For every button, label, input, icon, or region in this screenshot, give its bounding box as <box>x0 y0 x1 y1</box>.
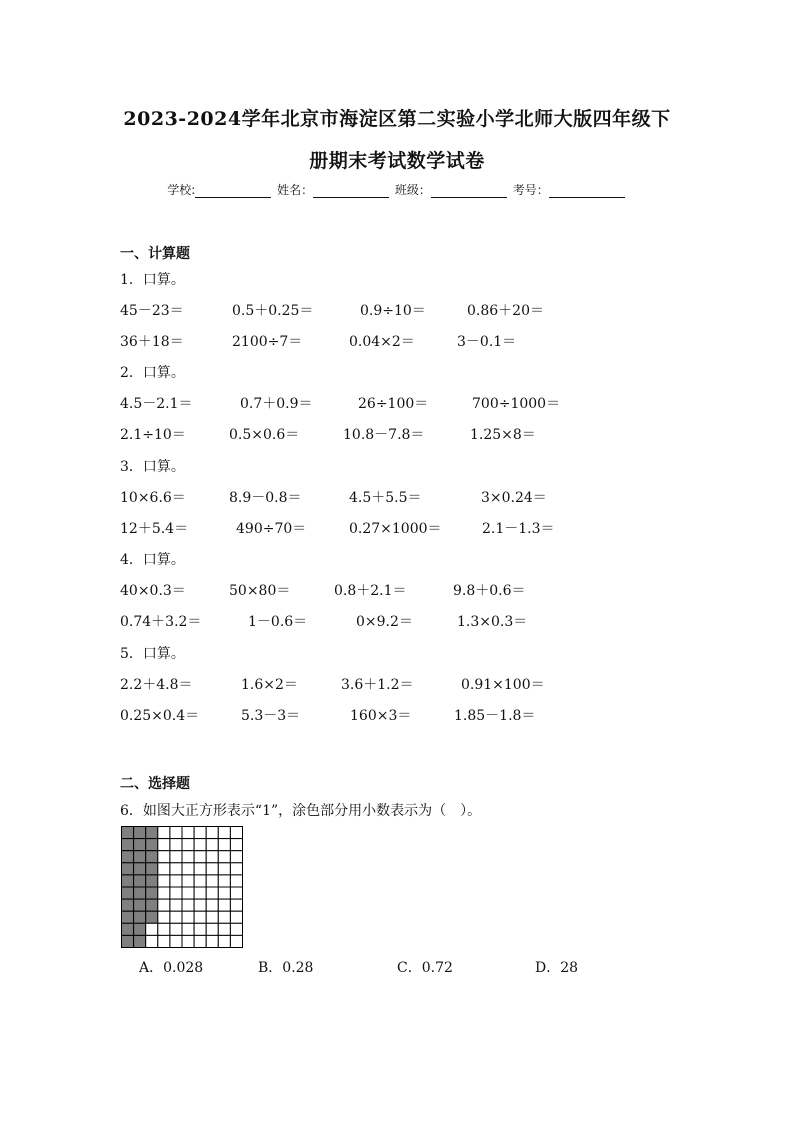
grid-cell <box>158 863 170 875</box>
grid-cell <box>170 899 182 911</box>
oral-calc-item: 3×0.24＝ <box>481 490 547 506</box>
grid-cell <box>218 863 230 875</box>
grid-cell <box>158 851 170 863</box>
grid-cell <box>170 911 182 923</box>
section-choice-title: 二、选择题 <box>120 776 190 792</box>
grid-cell <box>194 851 206 863</box>
grid-cell-shaded <box>146 875 158 887</box>
grid-cell-shaded <box>134 851 146 863</box>
question-2-title: 2．口算。 <box>120 365 185 381</box>
grid-cell <box>158 839 170 851</box>
grid-cell <box>158 827 170 839</box>
oral-calc-item: 5.3－3＝ <box>241 708 301 724</box>
grid-cell <box>182 851 194 863</box>
grid-cell <box>182 899 194 911</box>
grid-cell <box>206 851 218 863</box>
grid-cell <box>182 887 194 899</box>
grid-cell <box>158 923 170 935</box>
option-a[interactable]: A．0.028 <box>139 960 204 976</box>
grid-cell-shaded <box>134 875 146 887</box>
oral-calc-item: 0.86＋20＝ <box>467 303 544 319</box>
oral-calc-item: 700÷1000＝ <box>472 396 561 412</box>
oral-calc-item: 50×80＝ <box>229 583 291 599</box>
oral-calc-item: 2.1÷10＝ <box>120 427 186 443</box>
oral-calc-item: 12＋5.4＝ <box>120 521 189 537</box>
grid-cell <box>158 911 170 923</box>
grid-cell <box>182 923 194 935</box>
grid-cell <box>170 875 182 887</box>
section-calculation-title: 一、计算题 <box>120 246 190 262</box>
grid-cell-shaded <box>134 899 146 911</box>
oral-calc-item: 3.6＋1.2＝ <box>341 677 414 693</box>
oral-calc-item: 0.25×0.4＝ <box>120 708 200 724</box>
grid-cell <box>194 875 206 887</box>
grid-cell <box>194 911 206 923</box>
grid-cell <box>170 839 182 851</box>
grid-cell <box>230 923 242 935</box>
oral-calc-item: 0.9÷10＝ <box>360 303 426 319</box>
grid-cell <box>182 935 194 947</box>
grid-cell-shaded <box>134 827 146 839</box>
grid-cell <box>194 827 206 839</box>
grid-cell <box>182 911 194 923</box>
option-c[interactable]: C．0.72 <box>397 960 453 976</box>
grid-cell-shaded <box>134 863 146 875</box>
decimal-grid-figure <box>121 826 245 948</box>
exam-title-line1: 2023-2024学年北京市海淀区第二实验小学北师大版四年级下 <box>123 108 671 130</box>
grid-cell <box>218 827 230 839</box>
grid-cell <box>218 935 230 947</box>
question-6-text: 6．如图大正方形表示“1”，涂色部分用小数表示为（ ）。 <box>120 803 482 819</box>
grid-cell <box>218 887 230 899</box>
grid-cell-shaded <box>134 935 146 947</box>
grid-cell <box>230 839 242 851</box>
grid-cell-shaded <box>122 899 134 911</box>
oral-calc-item: 4.5－2.1＝ <box>120 396 193 412</box>
oral-calc-item: 10×6.6＝ <box>120 490 186 506</box>
grid-cell <box>182 827 194 839</box>
oral-calc-item: 9.8＋0.6＝ <box>453 583 526 599</box>
grid-cell <box>194 863 206 875</box>
grid-cell <box>182 839 194 851</box>
name-blank[interactable] <box>313 184 389 198</box>
oral-calc-item: 0×9.2＝ <box>356 614 413 630</box>
grid-cell <box>170 827 182 839</box>
name-label: 姓名： <box>277 183 314 197</box>
oral-calc-item: 0.91×100＝ <box>461 677 545 693</box>
grid-cell <box>194 887 206 899</box>
oral-calc-item: 36＋18＝ <box>120 334 184 350</box>
grid-cell-shaded <box>134 911 146 923</box>
grid-cell <box>218 911 230 923</box>
grid-cell-shaded <box>134 839 146 851</box>
oral-calc-item: 0.04×2＝ <box>349 334 415 350</box>
grid-cell <box>230 887 242 899</box>
grid-cell <box>146 935 158 947</box>
grid-cell <box>230 875 242 887</box>
grid-cell <box>230 935 242 947</box>
grid-cell <box>146 923 158 935</box>
grid-cell <box>194 923 206 935</box>
grid-cell-shaded <box>146 911 158 923</box>
grid-cell <box>170 935 182 947</box>
grid-cell <box>194 839 206 851</box>
grid-cell <box>170 863 182 875</box>
question-4-title: 4．口算。 <box>120 552 185 568</box>
question-5-title: 5．口算。 <box>120 646 185 662</box>
grid-cell-shaded <box>122 863 134 875</box>
grid-cell-shaded <box>146 887 158 899</box>
grid-cell <box>158 887 170 899</box>
grid-cell-shaded <box>134 923 146 935</box>
option-b[interactable]: B．0.28 <box>258 960 314 976</box>
question-3-title: 3．口算。 <box>120 459 185 475</box>
class-label: 班级： <box>394 183 431 197</box>
grid-cell-shaded <box>122 923 134 935</box>
grid-cell <box>218 839 230 851</box>
oral-calc-item: 2.2＋4.8＝ <box>120 677 193 693</box>
grid-cell-shaded <box>122 851 134 863</box>
grid-cell <box>170 851 182 863</box>
grid-cell-shaded <box>146 827 158 839</box>
school-label: 学校: <box>167 183 196 197</box>
oral-calc-item: 1－0.6＝ <box>248 614 308 630</box>
grid-cell <box>182 875 194 887</box>
grid-cell <box>230 827 242 839</box>
oral-calc-item: 45－23＝ <box>120 303 184 319</box>
grid-cell-shaded <box>122 887 134 899</box>
grid-cell <box>206 839 218 851</box>
grid-cell <box>206 827 218 839</box>
grid-cell-shaded <box>146 839 158 851</box>
oral-calc-item: 0.8＋2.1＝ <box>334 583 407 599</box>
grid-cell <box>206 887 218 899</box>
school-blank[interactable] <box>195 184 271 198</box>
grid-cell <box>218 851 230 863</box>
grid-cell <box>218 875 230 887</box>
grid-cell <box>194 899 206 911</box>
grid-cell-shaded <box>146 863 158 875</box>
grid-cell <box>194 935 206 947</box>
grid-cell <box>206 899 218 911</box>
grid-cell-shaded <box>122 839 134 851</box>
option-d[interactable]: D．28 <box>535 960 579 976</box>
exam-number-label: 考号： <box>512 183 549 197</box>
oral-calc-item: 1.25×8＝ <box>470 427 536 443</box>
oral-calc-item: 4.5＋5.5＝ <box>349 490 422 506</box>
exam-number-blank[interactable] <box>549 184 625 198</box>
grid-cell <box>230 851 242 863</box>
grid-cell-shaded <box>122 935 134 947</box>
grid-cell <box>206 923 218 935</box>
grid-cell-shaded <box>146 899 158 911</box>
question-1-title: 1．口算。 <box>120 272 185 288</box>
grid-cell <box>158 875 170 887</box>
oral-calc-item: 10.8－7.8＝ <box>343 427 425 443</box>
grid-cell <box>206 875 218 887</box>
oral-calc-item: 0.5×0.6＝ <box>229 427 300 443</box>
grid-cell <box>230 899 242 911</box>
oral-calc-item: 1.6×2＝ <box>241 677 298 693</box>
oral-calc-item: 490÷70＝ <box>236 521 307 537</box>
oral-calc-item: 26÷100＝ <box>358 396 429 412</box>
oral-calc-item: 2100÷7＝ <box>232 334 303 350</box>
grid-cell <box>218 899 230 911</box>
grid-cell-shaded <box>122 827 134 839</box>
exam-title-line2: 册期末考试数学试卷 <box>309 150 485 172</box>
oral-calc-item: 8.9－0.8＝ <box>229 490 302 506</box>
grid-cell <box>158 899 170 911</box>
grid-cell <box>230 911 242 923</box>
oral-calc-item: 0.74＋3.2＝ <box>120 614 202 630</box>
oral-calc-item: 1.3×0.3＝ <box>457 614 528 630</box>
grid-cell <box>206 935 218 947</box>
oral-calc-item: 0.5＋0.25＝ <box>232 303 314 319</box>
grid-cell-shaded <box>146 851 158 863</box>
oral-calc-item: 0.7＋0.9＝ <box>240 396 313 412</box>
oral-calc-item: 160×3＝ <box>350 708 412 724</box>
student-info-line <box>0 181 794 198</box>
oral-calc-item: 1.85－1.8＝ <box>454 708 536 724</box>
grid-cell <box>206 911 218 923</box>
grid-cell <box>206 863 218 875</box>
grid-cell <box>170 923 182 935</box>
grid-cell-shaded <box>134 887 146 899</box>
oral-calc-item: 40×0.3＝ <box>120 583 186 599</box>
grid-cell-shaded <box>122 875 134 887</box>
grid-cell <box>170 887 182 899</box>
grid-cell-shaded <box>122 911 134 923</box>
class-blank[interactable] <box>431 184 507 198</box>
oral-calc-item: 2.1－1.3＝ <box>482 521 555 537</box>
grid-cell <box>218 923 230 935</box>
grid-cell <box>182 863 194 875</box>
grid-cell <box>158 935 170 947</box>
grid-cell <box>230 863 242 875</box>
oral-calc-item: 3－0.1＝ <box>457 334 517 350</box>
oral-calc-item: 0.27×1000＝ <box>349 521 442 537</box>
